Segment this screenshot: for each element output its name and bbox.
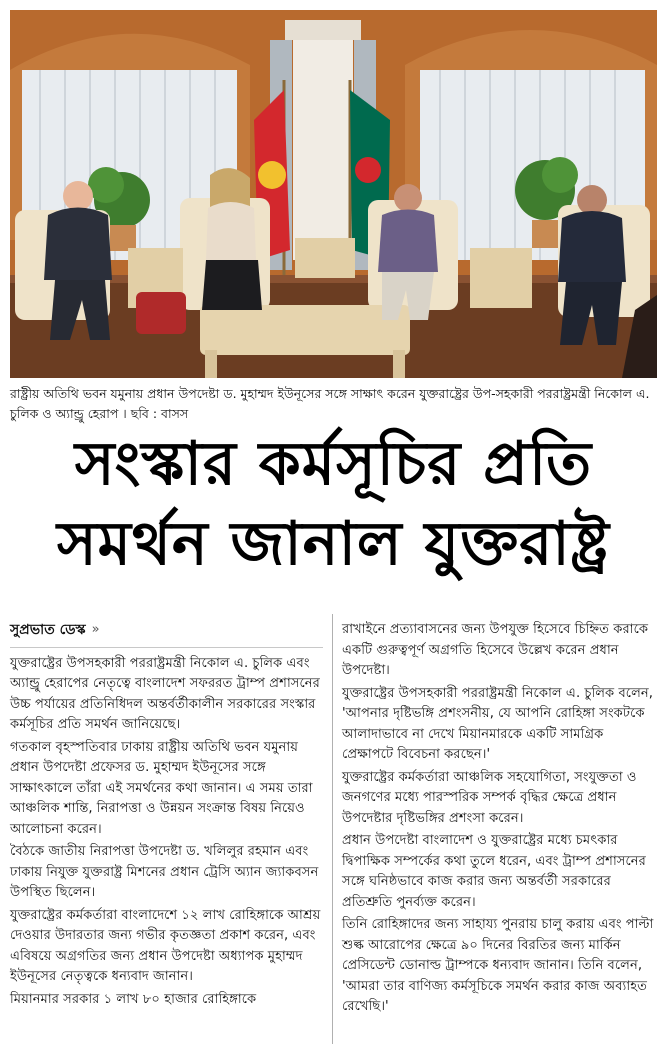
column-divider	[332, 614, 333, 1044]
article-column-left	[10, 620, 323, 1012]
article-paragraph: বৈঠকে জাতীয় নিরাপত্তা উপদেষ্টা ড. খলিলুর রহমান এবং ঢাকায় নিযুক্ত যুক্তরাষ্ট্র মিশনের প্রধান ট্রেসি অ্যান জ্যাকবসন উপস্থিত ছিলেন।	[10, 844, 319, 900]
article-paragraph: যুক্তরাষ্ট্রের উপসহকারী পররাষ্ট্রমন্ত্রী নিকোল এ. চুলিক এবং অ্যান্ড্রু হেরাপের নেতৃত্বে বাংলাদেশ সফররত ট্রাম্প প্রশাসনের উচ্চ পর্যায়ের প্রতিনিধিদল অন্তর্বর্তীকালীন সরকারের সংস্কার কর্মসূচির প্রতি সমর্থন জানিয়েছে।	[10, 655, 320, 732]
article-paragraph: তিনি রোহিঙ্গাদের জন্য সাহায্য পুনরায় চালু করায় এবং পাল্টা শুল্ক আরোপের ক্ষেত্রে ৯০ দিনের বিরতির জন্য মার্কিন প্রেসিডেন্ট ডোনাল্ড ট্রাম্পকে ধন্যবাদ জানান। তিনি বলেন, 'আমরা তার বাণিজ্য কর্মসূচিকে সমর্থন করার কাজ অব্যাহত রেখেছি।'	[342, 917, 654, 1014]
headline-line-2: সমর্থন জানাল যুক্তরাষ্ট্র	[57, 509, 610, 579]
article-paragraph: যুক্তরাষ্ট্রের উপসহকারী পররাষ্ট্রমন্ত্রী নিকোল এ. চুলিক বলেন, 'আপনার দৃষ্টিভঙ্গি প্রশংসনীয়, যে আপনি রোহিঙ্গা সংকটকে আলাদাভাবে না দেখে মিয়ানমারকে একটি সামগ্রিক প্রেক্ষাপটে বিবেচনা করছেন।'	[342, 685, 653, 762]
article-paragraph: রাখাইনে প্রত্যাবাসনের জন্য উপযুক্ত হিসেবে চিহ্নিত করাকে একটি গুরুত্বপূর্ণ অগ্রগতি হিসেবে উল্লেখ করেন প্রধান উপদেষ্টা।	[342, 622, 649, 678]
byline-divider	[10, 647, 323, 648]
article-paragraph: যুক্তরাষ্ট্রের কর্মকর্তারা বাংলাদেশে ১২ লাখ রোহিঙ্গাকে আশ্রয় দেওয়ার উদারতার জন্য গভীর কৃতজ্ঞতা প্রকাশ করেন, এবং এবিষয়ে অগ্রগতির জন্য প্রধান উপদেষ্টা অধ্যাপক মুহাম্মদ ইউনূসের নেতৃত্বকে ধন্যবাদ জানান।	[10, 907, 321, 984]
news-photo	[10, 10, 657, 378]
article-paragraph: যুক্তরাষ্ট্রের কর্মকর্তারা আঞ্চলিক সহযোগিতা, সংযুক্ততা ও জনগণের মধ্যে পারস্পরিক সম্পর্ক বৃদ্ধির ক্ষেত্রে প্রধান উপদেষ্টার দৃষ্টিভঙ্গির প্রশংসা করেন।	[342, 769, 637, 826]
byline	[10, 620, 323, 641]
byline-label: সুপ্রভাত ডেস্ক	[10, 622, 86, 638]
headline	[0, 424, 667, 584]
photo-caption: রাষ্ট্রীয় অতিথি ভবন যমুনায় প্রধান উপদেষ্টা ড. মুহাম্মদ ইউনূসের সঙ্গে সাক্ষাৎ করেন যুক্তরাষ্ট্রের উপ-সহকারী পররাষ্ট্রমন্ত্রী নিকোল এ. চুলিক ও অ্যান্ড্রু হেরাপ । ছবি : বাসস	[10, 386, 650, 421]
article-paragraph: মিয়ানমার সরকার ১ লাখ ৮০ হাজার রোহিঙ্গাকে	[10, 991, 257, 1007]
headline-line-1: সংস্কার কর্মসূচির প্রতি	[74, 429, 593, 499]
article-column-right	[342, 620, 657, 1020]
article-paragraph: প্রধান উপদেষ্টা বাংলাদেশ ও যুক্তরাষ্ট্রের মধ্যে চমৎকার দ্বিপাক্ষিক সম্পর্কের কথা তুলে ধরেন, এবং ট্রাম্প প্রশাসনের সঙ্গে ঘনিষ্ঠভাবে কাজ করার জন্য অন্তর্বর্তী সরকারের প্রতিশ্রুতি পুনর্ব্যক্ত করেন।	[342, 833, 646, 910]
chevron-right-icon: »	[91, 622, 100, 637]
article-paragraph: গতকাল বৃহস্পতিবার ঢাকায় রাষ্ট্রীয় অতিথি ভবন যমুনায় প্রধান উপদেষ্টা প্রফেসর ড. মুহাম্মদ ইউনূসের সঙ্গে সাক্ষাৎকালে তাঁরা এই সমর্থনের কথা জানান। এ সময় তারা আঞ্চলিক শান্তি, নিরাপত্তা ও উন্নয়ন সংক্রান্ত বিষয় নিয়েও আলোচনা করেন।	[10, 739, 313, 837]
